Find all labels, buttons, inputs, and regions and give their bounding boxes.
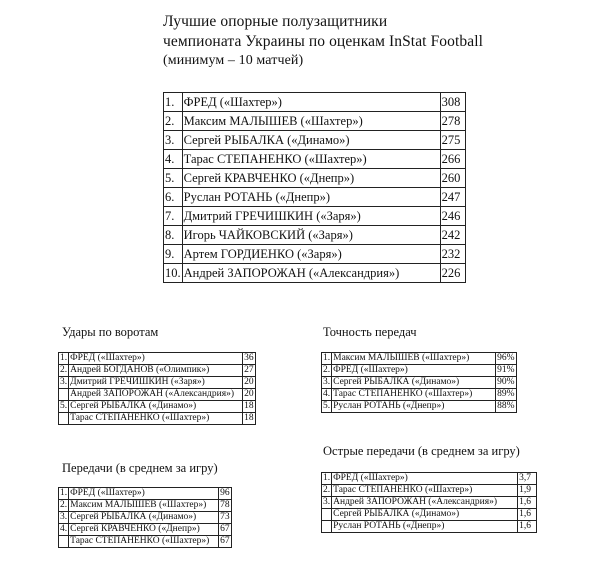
table-row bbox=[59, 365, 256, 377]
value-cell: 20 bbox=[244, 389, 254, 399]
table-row bbox=[322, 509, 537, 521]
main-ranking-table bbox=[163, 92, 466, 283]
value-cell: 20 bbox=[244, 377, 254, 387]
player-cell: Тарас СТЕПАНЕНКО («Шахтер») bbox=[69, 413, 243, 425]
player-cell: Андрей БОГДАНОВ («Олимпик») bbox=[69, 365, 243, 377]
rank-cell bbox=[322, 521, 332, 533]
rank-cell: 9. bbox=[164, 245, 183, 264]
rank-cell: 10. bbox=[164, 264, 183, 283]
rank-cell: 3. bbox=[164, 131, 183, 150]
value-cell: 260 bbox=[440, 169, 465, 188]
player-cell: Сергей РЫБАЛКА («Динамо») bbox=[332, 509, 518, 521]
rank-cell bbox=[322, 509, 332, 521]
value-cell: 67 bbox=[220, 524, 230, 534]
player-cell: Андрей ЗАПОРОЖАН («Александрия») bbox=[332, 497, 518, 509]
table-row bbox=[322, 365, 517, 377]
player-cell: ФРЕД («Шахтер») bbox=[69, 488, 219, 500]
rank-cell: 3. bbox=[60, 377, 68, 387]
table-row bbox=[322, 389, 517, 401]
rank-cell bbox=[59, 536, 69, 548]
table-row bbox=[164, 93, 466, 112]
player-cell: Сергей РЫБАЛКА («Динамо») bbox=[69, 401, 243, 413]
rank-cell: 1. bbox=[323, 473, 331, 483]
table-row bbox=[164, 169, 466, 188]
table-row bbox=[59, 377, 256, 389]
table-row bbox=[322, 377, 517, 389]
player-cell: Артем ГОРДИЕНКО («Заря») bbox=[182, 245, 440, 264]
table-row bbox=[164, 264, 466, 283]
accuracy-table bbox=[321, 352, 517, 413]
player-cell: Сергей РЫБАЛКА («Динамо») bbox=[69, 512, 219, 524]
table-row bbox=[322, 521, 537, 533]
rank-cell: 4. bbox=[60, 524, 68, 534]
rank-cell: 3. bbox=[60, 512, 68, 522]
table-row bbox=[59, 389, 256, 401]
player-cell: Дмитрий ГРЕЧИШКИН («Заря») bbox=[69, 377, 243, 389]
table-row bbox=[59, 488, 232, 500]
rank-cell: 5. bbox=[60, 401, 68, 411]
player-cell: Сергей РЫБАЛКА («Динамо») bbox=[332, 377, 496, 389]
value-cell: 90% bbox=[497, 377, 515, 387]
title-line-1: Лучшие опорные полузащитники bbox=[163, 13, 388, 30]
player-cell: Руслан РОТАНЬ («Днепр») bbox=[332, 521, 518, 533]
rank-cell: 8. bbox=[164, 226, 183, 245]
rank-cell: 4. bbox=[323, 389, 331, 399]
passes-table bbox=[58, 487, 232, 548]
player-cell: ФРЕД («Шахтер») bbox=[332, 365, 496, 377]
table-row bbox=[59, 500, 232, 512]
player-cell: ФРЕД («Шахтер») bbox=[182, 93, 440, 112]
key-passes-heading: Острые передачи (в среднем за игру) bbox=[323, 444, 520, 458]
value-cell: 242 bbox=[440, 226, 465, 245]
title-line-2: чемпионата Украины по оценкам InStat Football bbox=[163, 33, 484, 50]
value-cell: 246 bbox=[440, 207, 465, 226]
value-cell: 247 bbox=[440, 188, 465, 207]
value-cell: 67 bbox=[220, 536, 230, 546]
player-cell: Максим МАЛЫШЕВ («Шахтер») bbox=[69, 500, 219, 512]
table-row bbox=[322, 401, 517, 413]
accuracy-heading: Точность передач bbox=[323, 325, 417, 339]
value-cell: 18 bbox=[244, 401, 254, 411]
rank-cell: 1. bbox=[60, 488, 68, 498]
value-cell: 1,9 bbox=[518, 485, 537, 497]
table-row bbox=[164, 131, 466, 150]
table-row bbox=[322, 353, 517, 365]
key-passes-table bbox=[321, 472, 537, 533]
player-cell: Сергей КРАВЧЕНКО («Днепр») bbox=[69, 524, 219, 536]
player-cell: Тарас СТЕПАНЕНКО («Шахтер») bbox=[332, 389, 496, 401]
rank-cell bbox=[59, 413, 69, 425]
table-row bbox=[164, 112, 466, 131]
passes-heading: Передачи (в среднем за игру) bbox=[62, 461, 218, 475]
shots-table bbox=[58, 352, 256, 425]
value-cell: 96 bbox=[220, 488, 230, 498]
player-cell: Тарас СТЕПАНЕНКО («Шахтер») bbox=[332, 485, 518, 497]
player-cell: Тарас СТЕПАНЕНКО («Шахтер») bbox=[69, 536, 219, 548]
rank-cell bbox=[59, 389, 69, 401]
value-cell: 96% bbox=[497, 353, 515, 363]
player-cell: Сергей РЫБАЛКА («Динамо») bbox=[182, 131, 440, 150]
value-cell: 78 bbox=[220, 500, 230, 510]
value-cell: 1,6 bbox=[518, 521, 537, 533]
table-row bbox=[59, 401, 256, 413]
value-cell: 226 bbox=[440, 264, 465, 283]
rank-cell: 7. bbox=[164, 207, 183, 226]
table-row bbox=[164, 226, 466, 245]
rank-cell: 1. bbox=[164, 93, 183, 112]
value-cell: 18 bbox=[244, 413, 254, 423]
value-cell: 1,6 bbox=[518, 509, 537, 521]
player-cell: Игорь ЧАЙКОВСКИЙ («Заря») bbox=[182, 226, 440, 245]
player-cell: Дмитрий ГРЕЧИШКИН («Заря») bbox=[182, 207, 440, 226]
player-cell: Максим МАЛЫШЕВ («Шахтер») bbox=[182, 112, 440, 131]
value-cell: 266 bbox=[440, 150, 465, 169]
table-row bbox=[59, 524, 232, 536]
table-row bbox=[164, 150, 466, 169]
rank-cell: 1. bbox=[60, 353, 68, 363]
table-row bbox=[164, 188, 466, 207]
title-line-3: (минимум – 10 матчей) bbox=[163, 53, 304, 68]
table-row bbox=[59, 512, 232, 524]
value-cell: 278 bbox=[440, 112, 465, 131]
value-cell: 232 bbox=[440, 245, 465, 264]
player-cell: ФРЕД («Шахтер») bbox=[332, 473, 518, 485]
rank-cell: 5. bbox=[323, 401, 331, 411]
player-cell: Руслан РОТАНЬ («Днепр») bbox=[182, 188, 440, 207]
table-row bbox=[164, 207, 466, 226]
table-row bbox=[59, 413, 256, 425]
value-cell: 36 bbox=[244, 353, 254, 363]
rank-cell: 1. bbox=[323, 353, 331, 363]
player-cell: Максим МАЛЫШЕВ («Шахтер») bbox=[332, 353, 496, 365]
rank-cell: 2. bbox=[60, 500, 68, 510]
table-row bbox=[322, 473, 537, 485]
player-cell: Руслан РОТАНЬ («Днепр») bbox=[332, 401, 496, 413]
rank-cell: 5. bbox=[164, 169, 183, 188]
table-row bbox=[164, 245, 466, 264]
player-cell: Тарас СТЕПАНЕНКО («Шахтер») bbox=[182, 150, 440, 169]
value-cell: 275 bbox=[440, 131, 465, 150]
player-cell: Сергей КРАВЧЕНКО («Днепр») bbox=[182, 169, 440, 188]
table-row bbox=[59, 353, 256, 365]
player-cell: Андрей ЗАПОРОЖАН («Александрия») bbox=[69, 389, 243, 401]
rank-cell: 2. bbox=[60, 365, 68, 375]
value-cell: 91% bbox=[497, 365, 515, 375]
value-cell: 3,7 bbox=[518, 473, 537, 485]
value-cell: 89% bbox=[497, 389, 515, 399]
player-cell: Андрей ЗАПОРОЖАН («Александрия») bbox=[182, 264, 440, 283]
player-cell: ФРЕД («Шахтер») bbox=[69, 353, 243, 365]
table-row bbox=[322, 485, 537, 497]
value-cell: 73 bbox=[220, 512, 230, 522]
rank-cell: 2. bbox=[323, 485, 331, 495]
value-cell: 1,6 bbox=[518, 497, 537, 509]
table-row bbox=[322, 497, 537, 509]
value-cell: 308 bbox=[440, 93, 465, 112]
rank-cell: 6. bbox=[164, 188, 183, 207]
rank-cell: 4. bbox=[164, 150, 183, 169]
value-cell: 88% bbox=[497, 401, 515, 411]
page-title bbox=[163, 12, 583, 70]
table-row bbox=[59, 536, 232, 548]
rank-cell: 2. bbox=[164, 112, 183, 131]
rank-cell: 3. bbox=[323, 497, 331, 507]
rank-cell: 2. bbox=[323, 365, 331, 375]
value-cell: 27 bbox=[244, 365, 254, 375]
shots-heading: Удары по воротам bbox=[62, 325, 159, 339]
rank-cell: 3. bbox=[323, 377, 331, 387]
